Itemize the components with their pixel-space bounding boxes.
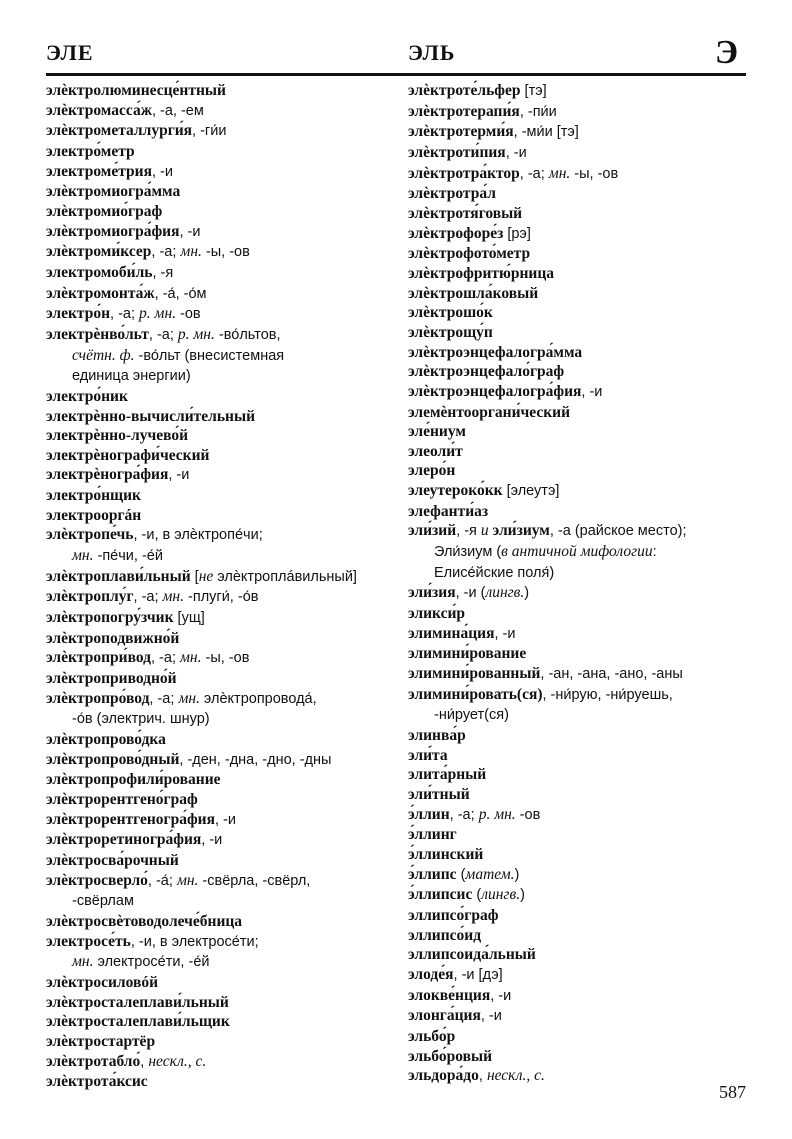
grammar-note: ) [520,887,525,904]
grammar-note: , -ми́и [тэ] [513,124,579,141]
dictionary-line [46,546,416,567]
grammar-note: : [652,544,657,561]
grammar-note: , -а́; [147,872,177,889]
dictionary-line [46,162,416,183]
dictionary-line [46,1072,416,1092]
headword: эли́зиум [488,522,550,540]
italic-note: мн. [548,164,571,182]
dictionary-line [46,689,416,710]
italic-note: р. мн. [177,325,215,343]
headword: электро́метр [46,142,135,160]
headword: эльбо́ровый [408,1047,492,1065]
headword: э́ллинский [408,845,484,863]
grammar-note: , -и [151,163,173,180]
italic-note: нескл., с. [486,1067,545,1085]
headword: эликси́р [408,605,466,623]
grammar-note: элѐктроплáвильный] [213,568,357,585]
headword: элѐктротя́говый [408,204,523,222]
headword: эллипсоида́льный [408,946,536,964]
dictionary-line [408,885,778,906]
right-column [408,81,778,1087]
headword: элѐктрофото́метр [408,245,531,263]
grammar-note: , -и [490,987,512,1004]
headword: элѐктрота́ксис [46,1073,148,1091]
headword: элѐктроэнцефало́граф [408,363,565,381]
dictionary-line [46,770,416,790]
grammar-note: , -а; [149,690,179,707]
dictionary-line [408,461,778,481]
dictionary-line [46,608,416,629]
dictionary-line [46,387,416,407]
dictionary-line [408,143,778,164]
grammar-note: [рэ] [503,225,531,242]
grammar-note: -ни́рует(ся) [434,707,509,724]
headword: элѐктроте́льфер [408,82,521,99]
headword: элѐктрошо́к [408,304,493,322]
headword: электрооргáн [46,506,142,524]
headword: э́ллипс [408,865,457,883]
headword: элѐктромиогра́фия [46,222,180,240]
dictionary-line [408,442,778,462]
dictionary-line [408,422,778,442]
dictionary-line [408,986,778,1007]
dictionary-line [46,1032,416,1052]
headword: элѐктроти́пия [408,143,506,161]
dictionary-line [408,204,778,224]
headword: элѐктромонта́ж [46,284,155,302]
dictionary-line [46,325,416,346]
dictionary-line [408,481,778,502]
headword: электрѐнно-лучево́й [46,427,189,445]
grammar-note: [ [190,568,199,585]
dictionary-line [46,932,416,953]
grammar-note: -свёрла, -свёрл, [198,872,311,889]
dictionary-line [46,790,416,810]
headword: элита́рный [408,766,487,784]
dictionary-line [46,629,416,649]
dictionary-line [46,121,416,142]
headword: элѐктропро́вод [46,689,150,707]
headword: электрѐнво́льт [46,325,149,343]
italic-note: не [198,567,214,585]
grammar-note: , -а (райское место); [549,523,687,540]
headword: эли́зий [408,522,457,540]
grammar-note: , -и [дэ] [453,966,503,983]
italic-note: мн. [176,871,199,889]
dictionary-line [408,965,778,986]
dictionary-line [408,604,778,624]
dictionary-line [408,785,778,805]
dictionary-line [408,705,778,726]
headword: элѐктроми́ксер [46,243,152,261]
headword: элеро́н [408,462,456,480]
dictionary-line [46,142,416,162]
italic-note: мн. [162,588,184,606]
headword: электросе́ть [46,932,131,950]
dictionary-line [46,465,416,486]
headword: элѐктрощу́п [408,323,493,341]
dictionary-line [408,224,778,245]
grammar-note: , -я [456,523,481,540]
dictionary-line [408,685,778,706]
grammar-note: , -я [152,264,174,281]
headword: элѐктрорентгено́граф [46,790,198,808]
headword: электро́ник [46,387,128,405]
dictionary-line [408,644,778,664]
grammar-note: -во́льтов, [214,326,281,343]
headword: элѐктротерми́я [408,123,514,141]
headword: элѐктросверло́ [46,871,148,889]
dictionary-line [46,486,416,506]
headword: элокве́нция [408,986,491,1004]
headword: элонга́ция [408,1007,481,1025]
headword: элемѐнтооргани́ческий [408,403,571,421]
grammar-note: , -а, -ем [151,102,204,119]
dictionary-line [408,1027,778,1047]
headword: элѐктросва́рочный [46,851,179,869]
headword: элеоли́т [408,442,463,460]
dictionary-line [46,284,416,305]
dictionary-line [46,202,416,222]
dictionary-line [408,746,778,766]
grammar-note: Эли́зиум ( [434,544,502,561]
headword: э́ллипсис [408,886,473,904]
italic-note: мн. [180,649,202,667]
header-rule [46,73,746,76]
grammar-note: ( [456,866,466,883]
headword: элѐктропрово́дка [46,731,166,748]
dictionary-line [46,263,416,284]
dictionary-line [408,726,778,746]
headword: электро́нщик [46,487,141,505]
dictionary-line [46,101,416,122]
grammar-note: электросе́ти, -е́й [93,954,210,971]
grammar-note: -ы, -ов [201,650,250,667]
italic-note: р. мн. [478,805,516,823]
headword: электро́н [46,305,111,323]
dictionary-line [46,446,416,466]
grammar-note: , -и, в электросе́ти; [130,933,259,950]
dictionary-line [46,709,416,730]
grammar-note: ) [514,866,520,883]
italic-note: мн. [72,953,94,971]
headword: электромоби́ль [46,263,153,281]
grammar-note: -ы, -ов [201,244,250,261]
grammar-note: , -и [201,832,223,849]
dictionary-line [46,810,416,831]
grammar-note: , -ден, -дна, -дно, -дны [179,751,332,768]
headword: элѐктроретиногра́фия [46,831,202,849]
grammar-note: , -и [494,625,516,642]
italic-note: счётн. ф. [72,346,135,364]
grammar-note: ) [524,585,530,602]
dictionary-line [408,264,778,284]
dictionary-line [46,871,416,892]
headword: элѐктроподвижно́й [46,629,180,647]
dictionary-line [408,825,778,845]
dictionary-line [408,502,778,522]
headword: элѐктролюминесце́нтный [46,82,226,99]
headword: эли́тный [408,785,470,803]
grammar-note: -пе́чи, -е́й [93,548,163,565]
left-column [46,81,416,1092]
grammar-note: , -а; [151,650,181,667]
grammar-note: [ущ] [173,610,205,627]
grammar-note: , -и [179,223,201,240]
headword: элѐктросталеплави́льный [46,993,229,1011]
headword: элѐктроэнцефалогра́фия [408,382,582,400]
grammar-note: -о́в (электрич. шнур) [72,711,210,728]
page-header [46,34,746,76]
dictionary-line [408,323,778,343]
dictionary-line [408,563,778,584]
dictionary-line [46,952,416,973]
italic-note: мн. [180,243,202,261]
italic-note: матем. [465,865,515,883]
grammar-note: , -а; [148,326,178,343]
dictionary-line [408,583,778,604]
dictionary-line [46,304,416,325]
headword: элѐктростартёр [46,1032,156,1050]
italic-note: и [480,522,489,540]
headword: элѐктросвѐтоводолече́бница [46,912,243,930]
headword: элѐктропрово́дный [46,750,180,768]
grammar-note: , -а; [519,165,549,182]
dictionary-line [408,845,778,865]
grammar-note: , -и [215,811,236,828]
headword: электрѐногра́фия [46,466,169,484]
grammar-note: -ов [176,306,201,323]
dictionary-line [408,382,778,403]
headword: элѐктрошла́ковый [408,284,539,302]
dictionary-line [408,244,778,264]
dictionary-line [408,403,778,423]
dictionary-line [408,765,778,785]
italic-note: нескл., с. [148,1052,207,1070]
dictionary-line [408,102,778,123]
dictionary-line [46,242,416,263]
running-head-left: ЭЛЕ [46,40,94,65]
grammar-note: , -и [581,383,603,400]
headword: элѐктротерапи́я [408,102,520,120]
dictionary-line [408,945,778,965]
italic-note: р. мн. [139,305,177,323]
headword: элѐктрофоре́з [408,224,504,242]
grammar-note: , -а́, -о́м [154,285,207,302]
grammar-note: , -и [505,144,527,161]
headword: элинва́р [408,727,466,744]
headword: эле́ниум [408,423,466,441]
headword: эли́зия [408,584,456,602]
grammar-note: -ы, -ов [570,165,619,182]
dictionary-line [408,184,778,204]
dictionary-line [408,926,778,946]
headword: эльбо́р [408,1027,456,1045]
dictionary-line [46,567,416,588]
headword: элоде́я [408,965,454,983]
grammar-note: единица энергии) [72,368,191,385]
dictionary-line [408,624,778,645]
grammar-note: , -и [168,467,190,484]
dictionary-line [408,81,778,102]
dictionary-line [408,906,778,926]
headword: элѐктропрофили́рование [46,771,221,789]
headword: эльдора́до [408,1067,479,1085]
dictionary-line [408,122,778,143]
grammar-note: , -ни́рую, -ни́руешь, [542,686,673,703]
grammar-note: [элеутэ] [502,483,560,500]
section-letter: Э [714,34,738,71]
grammar-note: , -а; [110,306,140,323]
headword: электрѐнографи́ческий [46,446,210,464]
headword: элѐктропогру́зчик [46,609,174,627]
headword: элѐктрорентгеногра́фия [46,810,215,828]
dictionary-line [46,346,416,367]
dictionary-line [408,521,778,542]
dictionary-line [408,164,778,185]
page-number: 587 [719,1082,746,1102]
headword: элѐктроэнцефалогра́мма [408,343,583,361]
grammar-note: , -и ( [455,585,486,602]
headword: элѐктрометаллурги́я [46,122,193,140]
headword: элѐктропе́чь [46,526,134,544]
italic-note: мн. [178,689,200,707]
headword: электрѐнно-вычисли́тельный [46,407,256,425]
dictionary-line [46,366,416,387]
grammar-note: , -ан, -ана, -ано, -аны [540,666,683,683]
headword: эллипсо́граф [408,906,499,924]
dictionary-line [46,525,416,546]
headword: элѐктромасса́ж [46,101,152,119]
dictionary-line [46,993,416,1013]
grammar-note: -во́льт (внесистемная [134,347,285,364]
headword: э́ллин [408,805,450,823]
dictionary-line [46,730,416,750]
headword: элимини́рование [408,645,527,663]
headword: элѐктротабло́ [46,1052,141,1070]
dictionary-line [46,891,416,912]
headword: элѐктрофритю́рница [408,264,554,282]
headword: элефанти́аз [408,502,489,520]
dictionary-line [46,648,416,669]
dictionary-line [408,805,778,826]
running-head-right: ЭЛЬ [408,40,456,65]
headword: эли́та [408,746,448,764]
headword: эллипсо́ид [408,926,482,944]
dictionary-line [46,407,416,427]
grammar-note: -плуги́, -о́в [184,589,259,606]
grammar-note: , -а; [449,806,479,823]
dictionary-line [408,303,778,323]
headword: элеутероко́кк [408,482,503,500]
dictionary-line [46,1052,416,1073]
headword: элимини́рованный [408,665,541,683]
grammar-note: , -а; [133,589,163,606]
grammar-note: , -ги́и [192,123,227,140]
dictionary-line [408,542,778,563]
headword: электроме́трия [46,162,152,180]
headword: элѐктроплави́льный [46,567,191,585]
dictionary-line [46,182,416,202]
dictionary-line [46,750,416,771]
grammar-note: ( [472,887,482,904]
grammar-note: , -и, в элѐктропе́чи; [133,527,263,544]
dictionary-line [46,669,416,689]
dictionary-line [46,1012,416,1032]
headword: элѐктротра́ктор [408,164,520,182]
dictionary-line [46,222,416,243]
grammar-note: -ов [515,806,541,823]
dictionary-line [46,973,416,993]
headword: элѐктроприводно́й [46,670,177,688]
dictionary-line [46,426,416,446]
grammar-note: , [478,1068,487,1085]
headword: э́ллинг [408,826,457,844]
dictionary-line [408,664,778,685]
headword: элѐктротра́л [408,185,496,203]
headword: элѐктропри́вод [46,649,151,667]
dictionary-line [46,912,416,932]
dictionary-line [408,362,778,382]
dictionary-line [46,506,416,526]
headword: элѐктросиловóй [46,973,159,991]
headword: элимини́ровать(ся) [408,685,543,703]
italic-note: в античной мифологии [501,543,653,561]
grammar-note: , [140,1053,149,1070]
dictionary-line [46,81,416,101]
headword: элѐктроплу́г [46,588,134,606]
grammar-note: , -пи́и [519,103,557,120]
italic-note: мн. [72,547,94,565]
headword: элѐктросталеплави́льщик [46,1013,230,1031]
italic-note: лингв. [481,886,521,904]
dictionary-line [408,1006,778,1027]
grammar-note: элѐктропровода́, [199,690,317,707]
dictionary-line [408,284,778,304]
dictionary-line [46,587,416,608]
grammar-note: , -а; [151,244,181,261]
grammar-note: Елисе́йские поля́) [434,564,555,581]
dictionary-line [408,343,778,363]
grammar-note: -свёрлам [72,893,134,910]
headword: элѐктромиогра́мма [46,183,181,201]
grammar-note: [тэ] [520,83,547,99]
headword: элимина́ция [408,624,495,642]
dictionary-line [408,1047,778,1067]
headword: элѐктромио́граф [46,202,163,220]
dictionary-line [46,851,416,871]
grammar-note: , -и [480,1008,502,1025]
italic-note: лингв. [485,584,525,602]
dictionary-line [408,865,778,886]
dictionary-line [46,830,416,851]
